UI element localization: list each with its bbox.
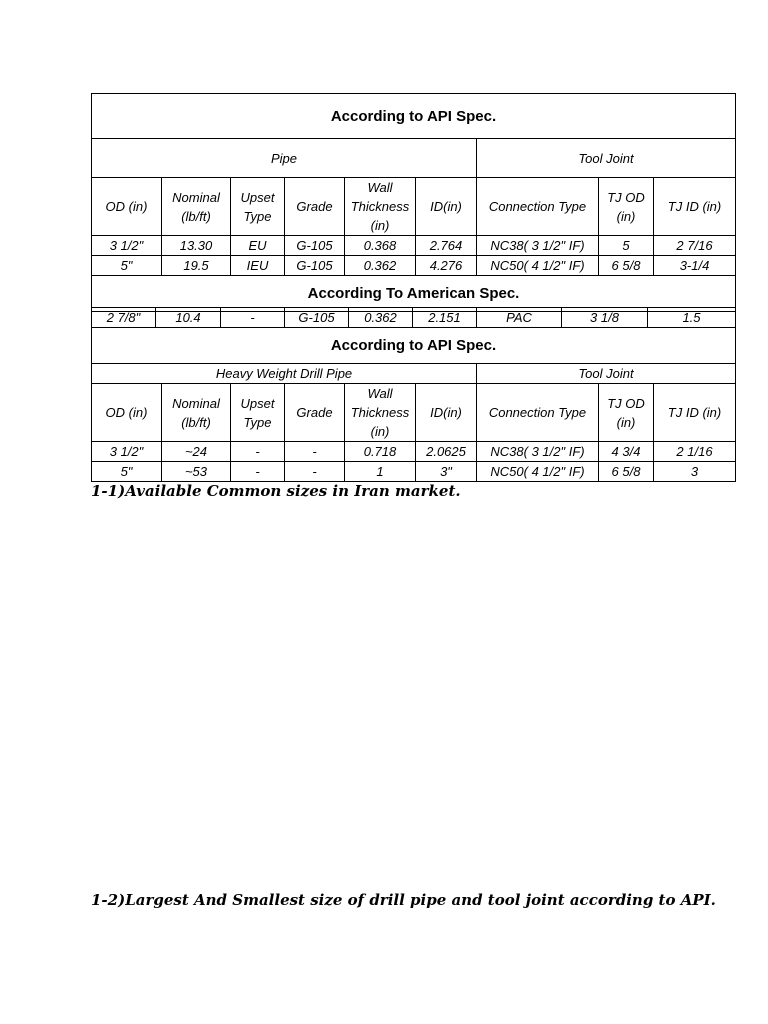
- api-spec-title-row: [92, 328, 736, 364]
- header-tj-od: TJ OD (in): [599, 178, 654, 236]
- cell: 2 7/8": [92, 308, 156, 328]
- header-od: OD (in): [92, 384, 162, 442]
- table-row: [92, 462, 736, 482]
- cell: 2 1/16: [654, 442, 736, 462]
- caption-available-sizes: 1-1)Available Common sizes in Iran market.: [91, 482, 461, 500]
- cell: NC38( 3 1/2" IF): [477, 236, 599, 256]
- cell: 3": [416, 462, 477, 482]
- group-header-row: [92, 139, 736, 178]
- header-id: ID(in): [416, 178, 477, 236]
- cell: G-105: [285, 308, 349, 328]
- section2-title: According To American Spec.: [92, 276, 736, 312]
- cell: 10.4: [156, 308, 221, 328]
- cell: NC50( 4 1/2" IF): [477, 462, 599, 482]
- group-pipe: Pipe: [92, 139, 477, 178]
- header-wall-thickness: Wall Thickness (in): [345, 178, 416, 236]
- cell: G-105: [285, 256, 345, 276]
- heavy-weight-spec-table: [91, 327, 736, 482]
- cell: ~24: [162, 442, 231, 462]
- cell: 6 5/8: [599, 462, 654, 482]
- cell: 13.30: [162, 236, 231, 256]
- header-grade: Grade: [285, 178, 345, 236]
- cell: 3-1/4: [654, 256, 736, 276]
- cell: 4 3/4: [599, 442, 654, 462]
- group-header-row: [92, 364, 736, 384]
- header-tj-od: TJ OD (in): [599, 384, 654, 442]
- header-connection-type: Connection Type: [477, 178, 599, 236]
- group-tool-joint: Tool Joint: [477, 139, 736, 178]
- cell: -: [221, 308, 285, 328]
- caption-largest-smallest: 1-2)Largest And Smallest size of drill pipe and tool joint according to API.: [91, 891, 716, 909]
- cell: 5": [92, 462, 162, 482]
- cell: 0.718: [345, 442, 416, 462]
- header-od: OD (in): [92, 178, 162, 236]
- cell: 6 5/8: [599, 256, 654, 276]
- cell: 3 1/8: [562, 308, 648, 328]
- cell: 3 1/2": [92, 442, 162, 462]
- header-wall-thickness: Wall Thickness (in): [345, 384, 416, 442]
- cell: -: [231, 462, 285, 482]
- cell: 0.362: [349, 308, 413, 328]
- cell: 4.276: [416, 256, 477, 276]
- header-upset-type: Upset Type: [231, 178, 285, 236]
- cell: 1.5: [648, 308, 736, 328]
- table-row: [92, 308, 736, 328]
- header-connection-type: Connection Type: [477, 384, 599, 442]
- header-nominal: Nominal (lb/ft): [162, 178, 231, 236]
- cell: 0.362: [345, 256, 416, 276]
- cell: 3: [654, 462, 736, 482]
- cell: 3 1/2": [92, 236, 162, 256]
- section3-title: According to API Spec.: [92, 328, 736, 364]
- table-row: [92, 256, 736, 276]
- header-tj-id: TJ ID (in): [654, 384, 736, 442]
- cell: 2 7/16: [654, 236, 736, 256]
- cell: NC38( 3 1/2" IF): [477, 442, 599, 462]
- header-nominal: Nominal (lb/ft): [162, 384, 231, 442]
- drill-pipe-spec-table: [91, 93, 736, 312]
- header-grade: Grade: [285, 384, 345, 442]
- table-row: [92, 236, 736, 256]
- cell: 1: [345, 462, 416, 482]
- cell: 19.5: [162, 256, 231, 276]
- cell: G-105: [285, 236, 345, 256]
- section1-title: According to API Spec.: [92, 94, 736, 139]
- cell: 5: [599, 236, 654, 256]
- cell: 5": [92, 256, 162, 276]
- cell: 0.368: [345, 236, 416, 256]
- cell: -: [285, 462, 345, 482]
- group-tool-joint: Tool Joint: [477, 364, 736, 384]
- cell: IEU: [231, 256, 285, 276]
- header-id: ID(in): [416, 384, 477, 442]
- cell: 2.764: [416, 236, 477, 256]
- api-spec-title-row: [92, 94, 736, 139]
- cell: 2.151: [413, 308, 477, 328]
- cell: -: [231, 442, 285, 462]
- group-heavy-weight-drill-pipe: Heavy Weight Drill Pipe: [92, 364, 477, 384]
- american-spec-table: [91, 307, 736, 328]
- column-header-row: [92, 178, 736, 236]
- header-tj-id: TJ ID (in): [654, 178, 736, 236]
- cell: ~53: [162, 462, 231, 482]
- cell: -: [285, 442, 345, 462]
- header-upset-type: Upset Type: [231, 384, 285, 442]
- table-row: [92, 442, 736, 462]
- column-header-row: [92, 384, 736, 442]
- cell: NC50( 4 1/2" IF): [477, 256, 599, 276]
- cell: PAC: [477, 308, 562, 328]
- cell: 2.0625: [416, 442, 477, 462]
- cell: EU: [231, 236, 285, 256]
